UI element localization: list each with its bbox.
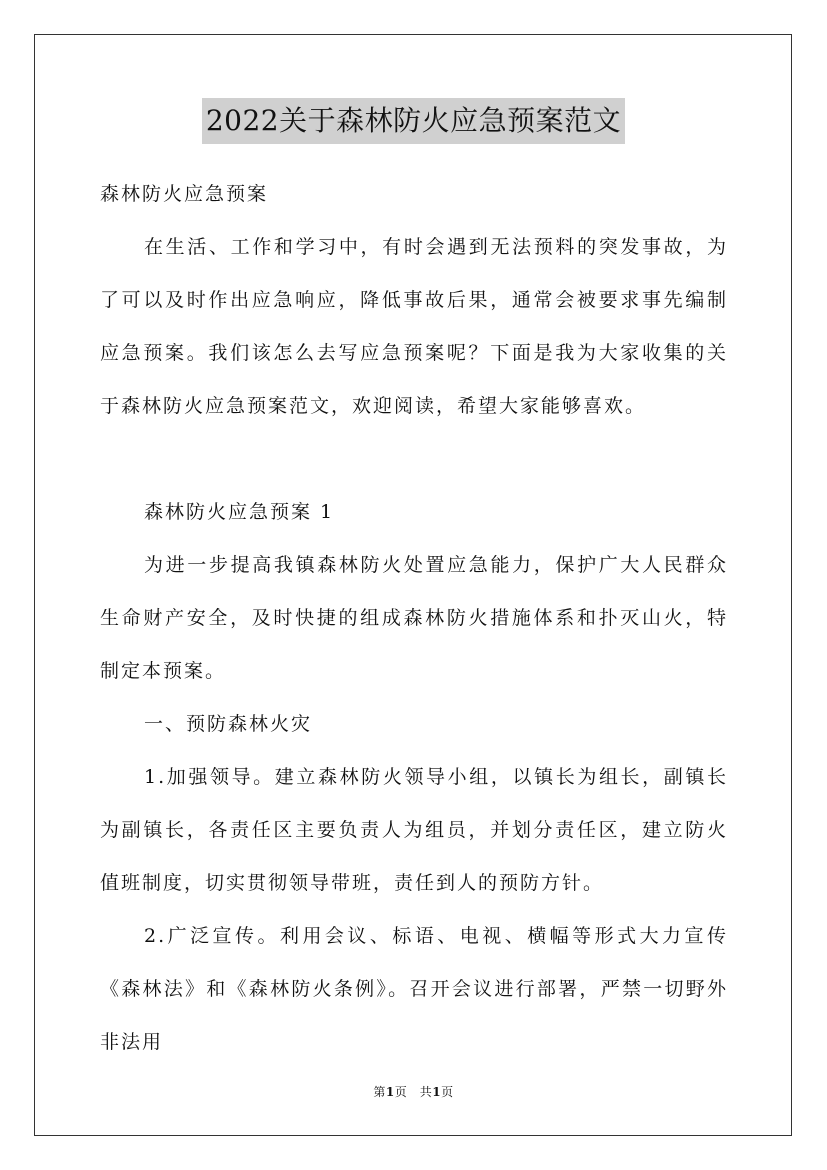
- footer-page-total: 1: [432, 1085, 442, 1099]
- footer-page-prefix: 第: [373, 1085, 386, 1099]
- item-1-paragraph: 1.加强领导。建立森林防火领导小组，以镇长为组长，副镇长为副镇长，各责任区主要负责人为组员，并划分责任区，建立防火值班制度，切实贯彻领导带班，责任到人的预防方针。: [100, 766, 728, 894]
- intro-paragraph: 在生活、工作和学习中，有时会遇到无法预料的突发事故，为了可以及时作出应急响应，降低事故后果，通常会被要求事先编制应急预案。我们该怎么去写应急预案呢？下面是我为大家收集的关于森林防火应急预案范文，欢迎阅读，希望大家能够喜欢。: [100, 236, 728, 417]
- blank-line: [100, 433, 728, 486]
- footer-page-current: 1: [385, 1085, 395, 1099]
- subtitle: 森林防火应急预案: [100, 183, 269, 205]
- item-2-paragraph: 2.广泛宣传。利用会议、标语、电视、横幅等形式大力宣传《森林法》和《森林防火条例》。召开会议进行部署，严禁一切野外非法用: [100, 925, 728, 1053]
- title-wrap: [0, 98, 827, 144]
- page-footer: [0, 1083, 827, 1100]
- section-intro-paragraph: 为进一步提高我镇森林防火处置应急能力，保护广大人民群众生命财产安全，及时快捷的组成森林防火措施体系和扑灭山火，特制定本预案。: [100, 554, 728, 682]
- footer-page-mid: 页 共: [394, 1085, 433, 1099]
- section-heading: 森林防火应急预案 1: [144, 501, 335, 523]
- heading-prevent-fire: 一、预防森林火灾: [144, 713, 313, 735]
- footer-page-suffix: 页: [441, 1085, 454, 1099]
- document-title: 2022关于森林防火应急预案范文: [202, 98, 625, 144]
- document-body: [100, 168, 728, 1069]
